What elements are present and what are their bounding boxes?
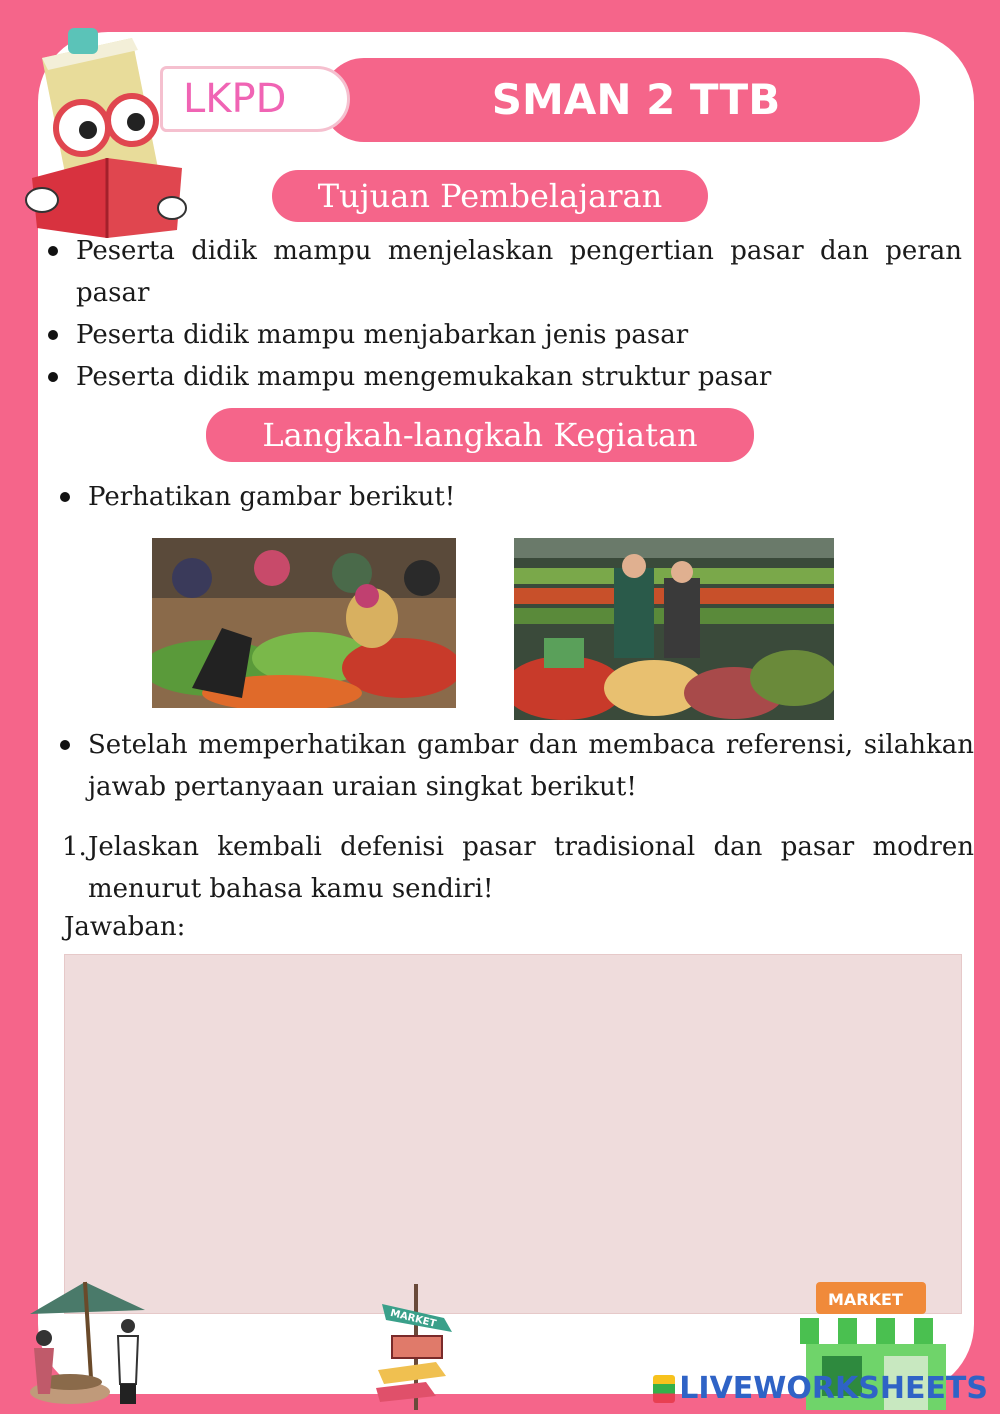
- answer-input-box[interactable]: [64, 954, 962, 1314]
- street-sign-label: MARKET: [389, 1307, 438, 1330]
- objective-item: Peserta didik mampu menjelaskan pengertian pasar dan peran pasar: [46, 230, 962, 314]
- question-text: Jelaskan kembali defenisi pasar tradisional dan pasar modren menurut bahasa kamu sendiri!: [88, 832, 974, 904]
- step-list: [58, 724, 974, 808]
- watermark-text: LIVEWORKSHEETS: [679, 1371, 988, 1406]
- step-item: Perhatikan gambar berikut!: [58, 476, 958, 518]
- modern-market-photo: [514, 538, 834, 720]
- answer-label: Jawaban:: [64, 912, 186, 942]
- book-mascot-icon: [12, 18, 192, 238]
- market-street-sign-icon: [376, 1284, 460, 1410]
- langkah-heading: Langkah-langkah Kegiatan: [206, 408, 754, 462]
- objectives-list: [46, 230, 962, 398]
- market-stall-umbrella-icon: [20, 1274, 150, 1408]
- liveworksheets-watermark: [653, 1371, 988, 1406]
- step-list: [58, 476, 958, 518]
- objective-item: Peserta didik mampu mengemukakan struktur pasar: [46, 356, 962, 398]
- liveworksheets-logo-icon: [653, 1375, 675, 1403]
- lkpd-label: LKPD: [160, 66, 350, 132]
- school-title: SMAN 2 TTB: [322, 58, 920, 142]
- market-sign-label: MARKET: [828, 1290, 903, 1309]
- question-number: 1.: [62, 832, 87, 862]
- step-item: Setelah memperhatikan gambar dan membaca referensi, silahkan jawab pertanyaan uraian singkat berikut!: [58, 724, 974, 808]
- tujuan-heading: Tujuan Pembelajaran: [272, 170, 708, 222]
- question-1: [62, 826, 974, 910]
- objective-item: Peserta didik mampu menjabarkan jenis pasar: [46, 314, 962, 356]
- traditional-market-photo: [152, 538, 456, 708]
